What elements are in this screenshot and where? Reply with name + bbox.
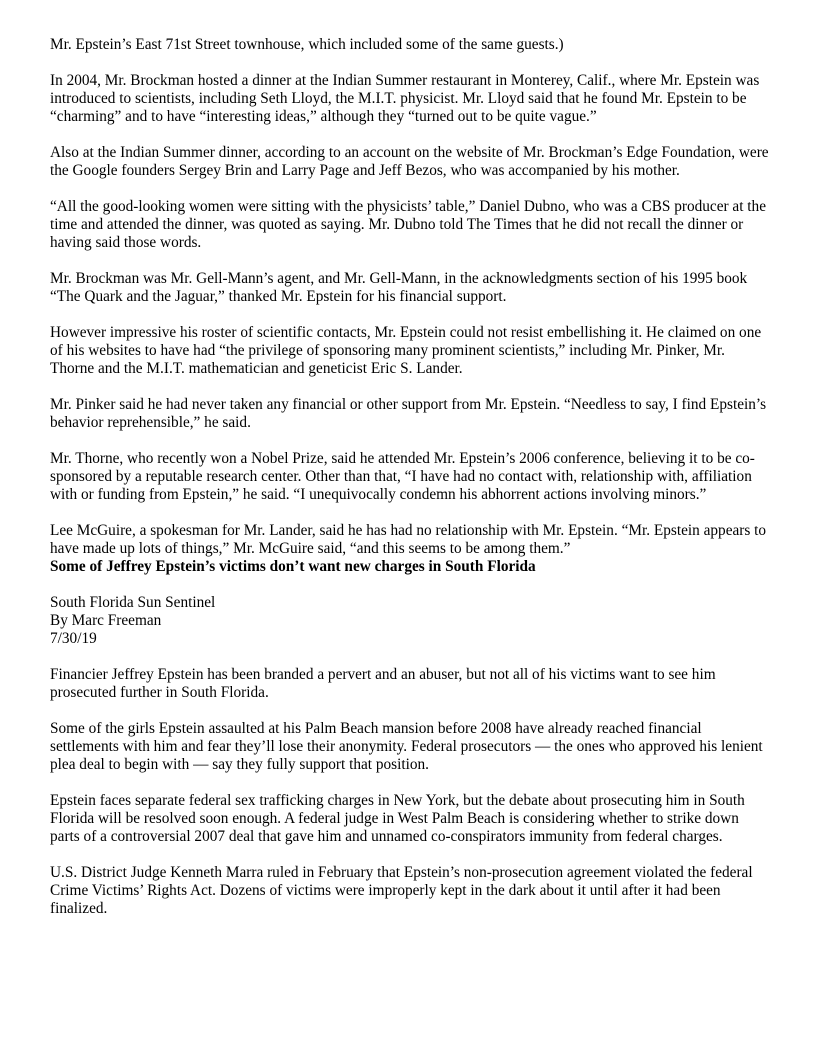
- paragraph: Lee McGuire, a spokesman for Mr. Lander, said he has had no relationship with Mr. Epstein. “Mr. Epstein appears to have made up lots of things,” Mr. McGuire said, “and this seems to be among them.”: [50, 522, 767, 557]
- paragraph: Also at the Indian Summer dinner, according to an account on the website of Mr. Brockman’s Edge Foundation, were the Google founders Sergey Brin and Larry Page and Jeff Bezos, who was accompanied by his mother.: [50, 144, 769, 179]
- paragraph: Mr. Epstein’s East 71st Street townhouse, which included some of the same guests.): [50, 36, 564, 53]
- article-meta: [50, 594, 770, 648]
- paragraph: Mr. Pinker said he had never taken any financial or other support from Mr. Epstein. “Needless to say, I find Epstein’s behavior reprehensible,” he said.: [50, 396, 767, 431]
- paragraph: “All the good-looking women were sitting with the physicists’ table,” Daniel Dubno, who was a CBS producer at the time and attended the dinner, was quoted as saying. Mr. Dubno told The Times that he did not recall the dinner or having said those words.: [50, 198, 766, 251]
- article-date: 7/30/19: [50, 630, 97, 647]
- article-byline: By Marc Freeman: [50, 612, 162, 629]
- article-source: South Florida Sun Sentinel: [50, 594, 216, 611]
- document-page: [50, 36, 770, 936]
- paragraph: Mr. Thorne, who recently won a Nobel Prize, said he attended Mr. Epstein’s 2006 conference, believing it to be co-sponsored by a reputable research center. Other than that, “I have had no contact with, relationship with, affiliation with or funding from Epstein,” he said. “I unequivocally condemn his abhorrent actions involving minors.”: [50, 450, 755, 503]
- paragraph: In 2004, Mr. Brockman hosted a dinner at the Indian Summer restaurant in Monterey, Calif., where Mr. Epstein was introduced to scientists, including Seth Lloyd, the M.I.T. physicist. Mr. Lloyd said that he found Mr. Epstein to be “charming” and to have “interesting ideas,” although they “turned out to be quite vague.”: [50, 72, 760, 125]
- paragraph: U.S. District Judge Kenneth Marra ruled in February that Epstein’s non-prosecution agreement violated the federal Crime Victims’ Rights Act. Dozens of victims were improperly kept in the dark about it until after it had been finalized.: [50, 864, 753, 917]
- article-headline: Some of Jeffrey Epstein’s victims don’t want new charges in South Florida: [50, 558, 536, 575]
- paragraph: However impressive his roster of scientific contacts, Mr. Epstein could not resist embellishing it. He claimed on one of his websites to have had “the privilege of sponsoring many prominent scientists,” including Mr. Pinker, Mr. Thorne and the M.I.T. mathematician and geneticist Eric S. Lander.: [50, 324, 762, 377]
- paragraph: Epstein faces separate federal sex trafficking charges in New York, but the debate about prosecuting him in South Florida will be resolved soon enough. A federal judge in West Palm Beach is considering whether to strike down parts of a controversial 2007 deal that gave him and unnamed co-conspirators immunity from federal charges.: [50, 792, 745, 845]
- paragraph: Some of the girls Epstein assaulted at his Palm Beach mansion before 2008 have already reached financial settlements with him and fear they’ll lose their anonymity. Federal prosecutors — the ones who approved his lenient plea deal to begin with — say they fully support that position.: [50, 720, 763, 773]
- paragraph: Mr. Brockman was Mr. Gell-Mann’s agent, and Mr. Gell-Mann, in the acknowledgments section of his 1995 book “The Quark and the Jaguar,” thanked Mr. Epstein for his financial support.: [50, 270, 748, 305]
- paragraph: Financier Jeffrey Epstein has been branded a pervert and an abuser, but not all of his victims want to see him prosecuted further in South Florida.: [50, 666, 716, 701]
